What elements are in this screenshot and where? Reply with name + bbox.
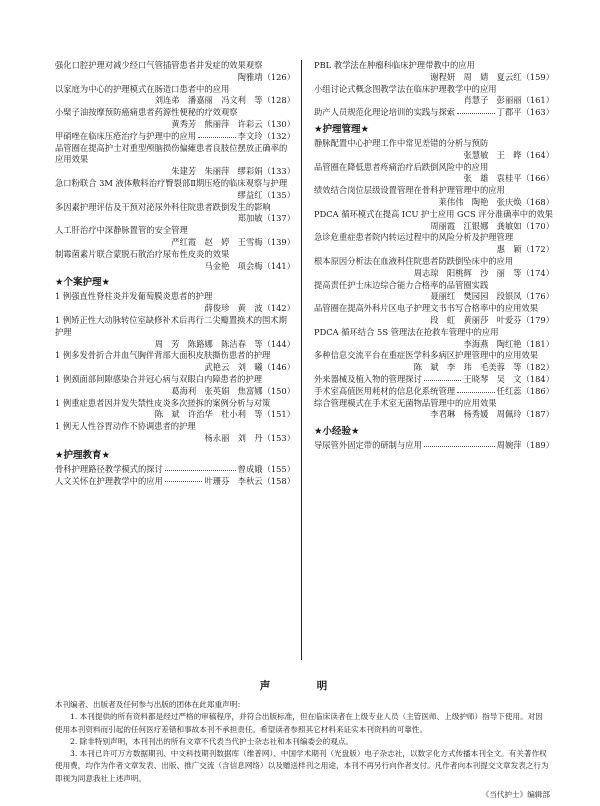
entry-title: 绩效结合岗位层级设置管理在骨科护理管理中的应用 [314,185,505,196]
toc-entry[interactable] [55,464,295,476]
toc-entry[interactable] [55,350,295,374]
toc-entry[interactable] [55,476,295,488]
entry-authors: 曾成娥（155） [237,463,295,474]
toc-entry[interactable] [55,421,295,445]
entry-title: 1 例重症患者因并发失禁性皮炎多次搓拆的案例分析与对策 [55,397,271,408]
toc-entry[interactable] [314,327,554,351]
toc-entry[interactable] [55,291,295,315]
toc-entry[interactable] [314,232,554,256]
entry-title: 1 例矫正性大动脉转位室缺修补术后再行二尖瓣置换术的围术期护理 [55,314,287,337]
toc-entry[interactable] [55,178,295,202]
entry-authors: 严红霞 赵 婷 王雪梅（139） [171,236,295,247]
entry-authors: 李文玲（132） [237,130,295,141]
section-heading: ★护理教育★ [55,449,111,461]
toc-entry[interactable] [314,256,554,280]
toc-entry[interactable] [314,350,554,374]
toc-entry[interactable] [314,374,554,386]
toc-entry[interactable] [314,280,554,304]
toc-left-column [55,60,295,487]
dot-leader [424,379,462,381]
toc-entry[interactable] [55,225,295,249]
entry-authors: 张慧敏 王 晔（164） [463,149,554,160]
toc-entry[interactable] [55,249,295,273]
entry-title: 急口粉联合 3M 液体敷料治疗臀裂部Ⅱ期压疮的临床观察与护理 [55,177,288,188]
entry-authors: 张 雄 袁桂平（166） [463,173,554,184]
entry-authors: 惠 颖（172） [496,244,554,255]
entry-authors: 李海燕 陶红艳（181） [463,338,554,349]
entry-title: 综合管理模式在手术室无菌物品管理中的应用效果 [314,397,497,408]
entry-authors: 周婉萍（189） [496,440,554,451]
entry-authors: 聂丽红 樊园园 段银凤（176） [430,291,554,302]
entry-authors: 丁郡平（163） [496,107,554,118]
entry-authors: 周志琼 阳桃辉 沙 丽 等（174） [413,267,554,278]
entry-title: 1 例颈面部间隙感染合并冠心病与双眼白内障患者的护理 [55,373,263,384]
entry-title: 品管圈在提高外科片区电子护理文书书写合格率中的应用效果 [314,303,539,314]
declaration-intro: 本刊编者、出版者及任何参与出版的团体在此郑重声明： [55,700,245,709]
entry-title: 以家庭为中心的护理模式在肠造口患者中的应用 [55,83,230,94]
entry-title: 人工肝治疗中深静脉置管的安全管理 [55,225,188,236]
toc-entry[interactable] [314,440,554,452]
entry-title: 外来器械及植入物的管理探讨 [314,373,422,384]
entry-authors: 陈 斌 李 玮 毛美蓉 等（182） [413,362,554,373]
toc-entry[interactable] [314,303,554,327]
declaration-signature: 《当代护士》编辑部 [481,790,550,800]
toc-entry[interactable] [314,185,554,209]
entry-authors: 王晓琴 吴 文（184） [463,373,554,384]
toc-entry[interactable] [55,131,295,143]
entry-title: 骨科护理路径教学模式的探讨 [55,463,163,474]
entry-title: 多种信息交流平台在重症医学科多病区护理管理中的应用效果 [314,350,539,361]
entry-title: 品管圈在提高护士对重型颅脑损伤偏瘫患者良肢位摆放正确率的应用效果 [55,142,288,165]
dot-leader [165,469,236,471]
entry-authors: 李君琳 杨秀媛 周佩玲（187） [430,409,554,420]
entry-authors: 马金艳 项会梅（141） [204,260,295,271]
dot-leader [165,480,203,482]
entry-authors: 任红蕊（186） [496,385,554,396]
declaration-title: 声 明 [259,680,346,692]
entry-title: 人文关怀在护理教学中的应用 [55,475,163,486]
toc-entry[interactable] [314,398,554,422]
declaration-item: 3. 本刊已许可万方数据期刊、中文科技期刊数据库（维普网）、中国学术期刊（光盘版）电子杂志社，以数字化方式传播本刊全文。有关著作权使用费，均作为作者文章发表、出版、推广交流（含信息网络）以及赠送样刊之用途，本刊不再另行向作者支付。凡作者向本刊提交文章发表之行为即视为同意我社上述声明。 [55,749,549,783]
entry-authors: 莱伟伟 陶艳 张庆焕（168） [438,196,554,207]
dot-leader [424,445,495,447]
entry-title: 1 例多发骨折合并血气胸伴背部大面积皮肤撕伤患者的护理 [55,350,271,361]
column-divider [301,60,302,660]
entry-title: 提高责任护士床边综合能力合格率的品管圈实践 [314,279,489,290]
toc-entry[interactable] [55,374,295,398]
entry-title: 甲硝唑在临床压疮治疗与护理中的应用 [55,130,197,141]
entry-authors: 周丽霞 江银娜 龚敏如（170） [430,220,554,231]
section-heading: ★个案护理★ [55,277,111,289]
entry-authors: 黄秀芳 熊丽萍 许彩云（130） [171,118,295,129]
entry-title: 强化口腔护理对减少经口气管插管患者并发症的效果观察 [55,60,263,70]
entry-authors: 谢程妍 周 婧 夏云红（159） [430,71,554,82]
toc-entry[interactable] [314,84,554,108]
toc-entry[interactable] [55,143,295,178]
entry-authors: 武艳云 刘 曦（146） [204,362,295,373]
entry-authors: 杨永丽 刘 丹（153） [204,432,295,443]
dot-leader [198,136,236,138]
entry-authors: 朱建芳 朱丽萍 缪彩娟（133） [171,166,295,177]
entry-authors: 周 芳 陈路娜 陈洁春 等（144） [154,338,295,349]
toc-entry[interactable] [314,209,554,233]
entry-authors: 段 虹 黄丽莎 叶爱芬（179） [430,314,554,325]
entry-title: 品管圈在降低患者疼痛治疗后跌倒风险中的应用 [314,161,489,172]
entry-title: 小组讨论式概念图教学法在临床护理教学中的应用 [314,83,497,94]
toc-entry[interactable] [314,138,554,162]
entry-title: 制霉菌素片联合蒙脱石散治疗尿布性皮炎的效果 [55,248,230,259]
entry-title: PDCA 循环模式在提高 ICU 护士应用 GCS 评分准确率中的效果 [314,208,553,219]
declaration-item: 1. 本刊提供的所有资料都是经过严格的审稿程序，并符合出版标准，但在临床读者在上级专业人员（主管医师、上级护师）指导下使用。对因使用本刊资料而引起的任何医疗差错和事故本刊不承担责任。希望读者参照其它材料来证实本刊资料的可靠性。 [55,712,543,734]
toc-entry[interactable] [55,398,295,422]
entry-title: 多因素护理评估及干预对泌尿外科住院患者跌倒发生的影响 [55,201,271,212]
toc-entry[interactable] [314,107,554,119]
section-heading: ★护理管理★ [314,123,370,135]
entry-authors: 薛俊珍 黄 波（142） [204,303,295,314]
entry-title: 导尿管外固定带的研制与应用 [314,440,422,451]
entry-authors: 肖慧子 彭丽丽（161） [463,95,554,106]
toc-entry[interactable] [55,107,295,131]
entry-title: 根本原因分析法在血液科住院患者防跌倒坠床中的应用 [314,255,514,266]
entry-authors: 陈 斌 许治华 杜小利 等（151） [154,409,295,420]
entry-title: 1 例无人性谷胃动作不协调患者的护理 [55,421,196,432]
entry-authors: 缪益红（135） [237,189,295,200]
entry-authors: 刘连弟 潘嘉丽 冯文利 等（128） [154,95,295,106]
entry-title: PDCA 循环结合 5S 管理法在抢救车管理中的应用 [314,326,499,337]
toc-entry[interactable] [55,60,295,84]
declaration-item: 2. 除非特别声明，本刊刊出的所有文章不代表当代护士杂志社和本刊编委会的观点。 [70,736,354,746]
entry-title: 助产人员规范化理论培训的实践与探索 [314,107,456,118]
entry-authors: 陶雅靖（126） [237,71,295,82]
dot-leader [457,391,495,393]
toc-entry[interactable] [55,84,295,108]
toc-entry[interactable] [55,315,295,350]
section-heading: ★小经验★ [314,426,360,438]
entry-authors: 叶珊芬 李秋云（158） [204,475,295,486]
entry-title: 1 例强直性脊柱炎并发葡萄膜炎患者的护理 [55,291,213,302]
entry-authors: 葛海利 张英娟 焦富娜（150） [171,385,295,396]
toc-entry[interactable] [314,60,554,84]
entry-title: 手术室高值医用耗材的信息化系统管理 [314,385,456,396]
dot-leader [457,112,495,114]
toc-right-column [314,60,554,452]
declaration [55,678,550,800]
entry-title: 急诊危重症患者院内转运过程中的风险分析及护理管理 [314,232,514,243]
toc-entry[interactable] [314,162,554,186]
toc-entry[interactable] [55,202,295,226]
toc-entry[interactable] [314,386,554,398]
entry-title: 静脉配置中心护理工作中常见差错的分析与预防 [314,137,489,148]
entry-authors: 郑加敏（137） [237,213,295,224]
entry-title: PBL 教学法在肿瘤科临床护理带教中的应用 [314,60,475,70]
entry-title: 小檗子油按摩预防癌痛患者药源性便秘的疗效观察 [55,107,238,118]
